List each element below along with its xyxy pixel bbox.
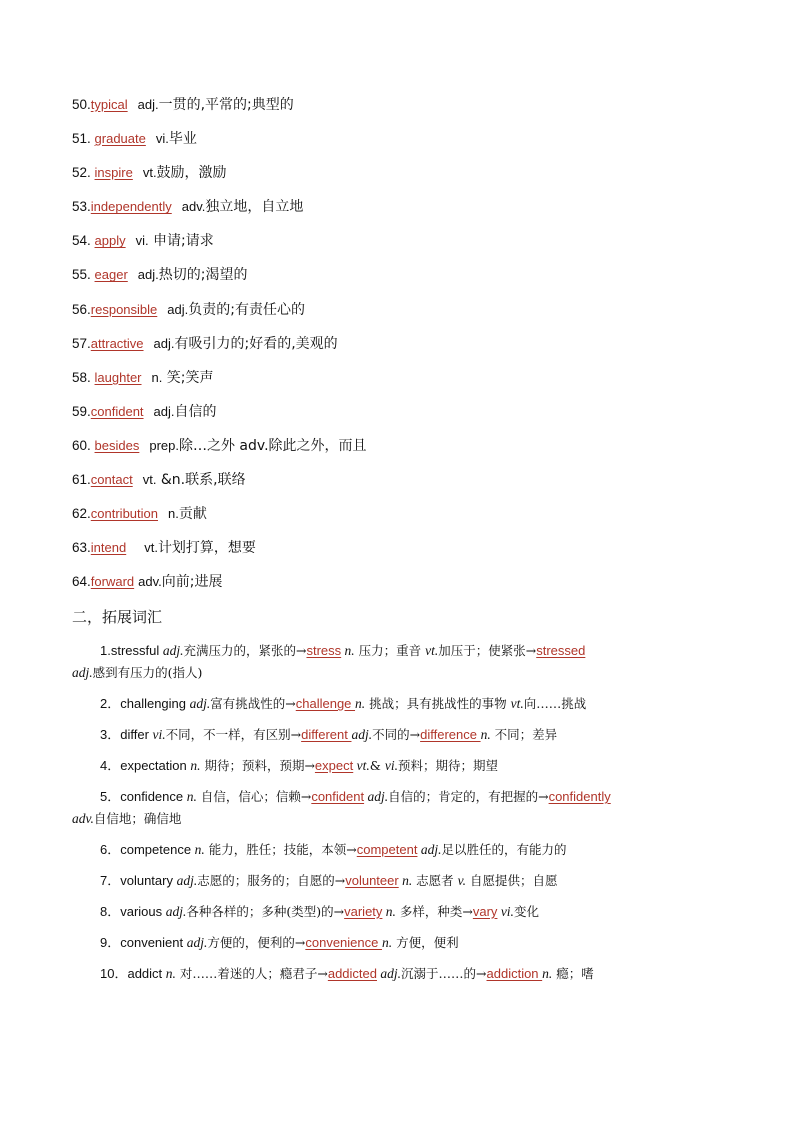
definition: 不同；差异 bbox=[490, 727, 558, 742]
part-of-speech: n. bbox=[168, 506, 179, 522]
item-number: 58. bbox=[72, 369, 95, 385]
answer-word: laughter bbox=[94, 369, 142, 385]
definition: 各种各样的；多种(类型)的→ bbox=[186, 904, 345, 919]
definition: 沉溺于……的→ bbox=[401, 966, 487, 981]
part-of-speech: vt. bbox=[353, 758, 370, 773]
item-number: 57. bbox=[72, 335, 91, 351]
meaning: 除…之外 adv.除此之外，而且 bbox=[178, 437, 367, 454]
meaning: 毕业 bbox=[168, 131, 197, 148]
part-of-speech: adj. bbox=[72, 665, 93, 680]
part-of-speech: adv. bbox=[72, 811, 94, 826]
definition: 充满压力的，紧张的→ bbox=[183, 643, 307, 658]
answer-word: different bbox=[301, 727, 352, 742]
definition: 预料；期待；期望 bbox=[397, 758, 498, 773]
part-of-speech: n. bbox=[480, 727, 491, 742]
vocab-item bbox=[72, 162, 367, 196]
headword: 6．competence bbox=[100, 842, 195, 857]
item-number: 51. bbox=[72, 131, 95, 147]
ext-item bbox=[72, 693, 732, 715]
part-of-speech: vt. bbox=[144, 540, 158, 556]
definition: 压力；重音 bbox=[354, 643, 426, 658]
item-number: 50. bbox=[72, 97, 91, 112]
part-of-speech: adj. bbox=[364, 789, 389, 804]
vocab-item bbox=[72, 367, 367, 401]
definition: 方便，便利 bbox=[392, 935, 459, 950]
part-of-speech: n. bbox=[382, 904, 396, 919]
headword: 9．convenient bbox=[100, 935, 187, 950]
part-of-speech: n. bbox=[194, 842, 205, 857]
vocab-item bbox=[72, 537, 367, 571]
vocab-list bbox=[72, 94, 367, 605]
part-of-speech: prep. bbox=[149, 437, 179, 453]
headword: 10．addict bbox=[100, 966, 166, 981]
vocab-item bbox=[72, 571, 367, 605]
ext-item bbox=[72, 963, 732, 985]
headword: 5．confidence bbox=[100, 789, 187, 804]
definition: 足以胜任的，有能力的 bbox=[441, 842, 567, 857]
meaning: 一贯的,平常的;典型的 bbox=[158, 97, 294, 113]
part-of-speech: n. bbox=[381, 935, 393, 950]
definition: 志愿者 bbox=[412, 873, 458, 888]
part-of-speech: adj. bbox=[153, 335, 175, 351]
ext-item bbox=[72, 786, 732, 830]
definition: 能力，胜任；技能，本领→ bbox=[204, 842, 357, 857]
item-number: 63. bbox=[72, 540, 91, 556]
part-of-speech: vi. bbox=[152, 727, 166, 742]
part-of-speech: n. bbox=[398, 873, 413, 888]
part-of-speech: adj. bbox=[162, 643, 184, 658]
ext-item bbox=[72, 724, 732, 746]
answer-word: stress bbox=[306, 643, 342, 658]
part-of-speech: adj. bbox=[377, 966, 402, 981]
part-of-speech: n. bbox=[355, 696, 366, 711]
ext-item bbox=[72, 640, 732, 684]
part-of-speech: vi. bbox=[135, 233, 149, 249]
part-of-speech: adj. bbox=[351, 727, 373, 742]
ext-item bbox=[72, 755, 732, 777]
continuation-line bbox=[72, 662, 732, 684]
definition: 志愿的；服务的；自愿的→ bbox=[197, 873, 346, 888]
answer-word: independently bbox=[90, 199, 172, 215]
item-number: 53. bbox=[72, 199, 91, 215]
part-of-speech: n. bbox=[341, 643, 355, 658]
meaning: 独立地，自立地 bbox=[205, 199, 304, 216]
answer-word: volunteer bbox=[345, 873, 399, 888]
item-number: 55. bbox=[72, 267, 95, 283]
definition: 自愿提供；自愿 bbox=[466, 873, 558, 888]
ext-item bbox=[72, 870, 732, 892]
answer-word: convenience bbox=[305, 935, 382, 950]
vocab-item bbox=[72, 333, 367, 367]
meaning: 自信的 bbox=[174, 403, 217, 420]
answer-word: difference bbox=[420, 727, 481, 742]
headword: 4．expectation bbox=[100, 758, 191, 773]
definition: 对……着迷的人；瘾君子→ bbox=[175, 966, 328, 981]
headword: 2．challenging bbox=[100, 696, 190, 711]
headword: 7．voluntary bbox=[100, 873, 177, 888]
part-of-speech: adj. bbox=[137, 97, 159, 112]
vocab-item bbox=[72, 230, 367, 264]
section-heading: 二，拓展词汇 bbox=[72, 608, 163, 626]
part-of-speech: adj. bbox=[137, 267, 159, 283]
part-of-speech: n. bbox=[151, 369, 163, 385]
meaning: 向前;进展 bbox=[161, 574, 223, 591]
part-of-speech: adv. bbox=[181, 199, 206, 215]
part-of-speech: n. bbox=[542, 966, 553, 981]
definition: 富有挑战性的→ bbox=[210, 696, 296, 711]
vocab-item bbox=[72, 128, 367, 162]
answer-word: inspire bbox=[94, 165, 133, 181]
part-of-speech: adj. bbox=[165, 904, 187, 919]
definition: 瘾；嗜 bbox=[552, 966, 594, 981]
answer-word: confident bbox=[311, 789, 365, 804]
item-number: 64. bbox=[72, 574, 91, 590]
definition: 自信的；肯定的，有把握的→ bbox=[388, 789, 549, 804]
vocab-item bbox=[72, 503, 367, 537]
answer-word: confident bbox=[90, 403, 144, 419]
part-of-speech: adj. bbox=[189, 696, 211, 711]
answer-word: stressed bbox=[536, 643, 586, 658]
answer-word: contact bbox=[90, 472, 133, 488]
ext-item bbox=[72, 839, 732, 861]
headword: 1.stressful bbox=[100, 643, 163, 658]
part-of-speech: adj. bbox=[167, 301, 189, 317]
answer-word: responsible bbox=[90, 301, 158, 317]
part-of-speech: adj. bbox=[153, 403, 175, 419]
meaning: &n.联系,联络 bbox=[156, 472, 246, 489]
vocab-item bbox=[72, 299, 367, 333]
part-of-speech: vi. bbox=[384, 758, 398, 773]
definition: 方便的，便利的→ bbox=[207, 935, 306, 950]
headword: 3．differ bbox=[100, 727, 153, 742]
definition: 感到有压力的(指人) bbox=[92, 665, 203, 680]
answer-word: typical bbox=[90, 97, 128, 112]
definition: 向……挑战 bbox=[523, 696, 587, 711]
answer-word: forward bbox=[90, 574, 135, 590]
answer-word: variety bbox=[344, 904, 383, 919]
part-of-speech: v. bbox=[457, 873, 467, 888]
continuation-line bbox=[72, 808, 732, 830]
definition: 不同，不一样，有区别→ bbox=[165, 727, 302, 742]
vocab-item bbox=[72, 196, 367, 230]
item-number: 62. bbox=[72, 506, 91, 522]
item-number: 54. bbox=[72, 233, 95, 249]
meaning: 笑;笑声 bbox=[162, 369, 214, 386]
vocab-item bbox=[72, 435, 367, 469]
answer-word: graduate bbox=[94, 131, 146, 147]
meaning: 贡献 bbox=[178, 506, 207, 523]
vocab-item bbox=[72, 469, 367, 503]
answer-word: expect bbox=[314, 758, 354, 773]
answer-word: confidently bbox=[548, 789, 611, 804]
part-of-speech: vi. bbox=[155, 131, 169, 147]
definition: 不同的→ bbox=[372, 727, 421, 742]
vocab-item bbox=[72, 401, 367, 435]
part-of-speech: adv. bbox=[138, 574, 162, 590]
answer-word: addiction bbox=[486, 966, 543, 981]
answer-word: eager bbox=[94, 267, 128, 283]
item-number: 60. bbox=[72, 437, 95, 453]
part-of-speech: vt. bbox=[142, 472, 157, 488]
definition: 挑战；具有挑战性的事物 bbox=[365, 696, 511, 711]
part-of-speech: vt. bbox=[510, 696, 524, 711]
part-of-speech: adj. bbox=[186, 935, 208, 950]
part-of-speech: vi. bbox=[497, 904, 514, 919]
item-number: 52. bbox=[72, 165, 95, 181]
part-of-speech: n. bbox=[190, 758, 201, 773]
definition: 期待；预料，预期→ bbox=[200, 758, 315, 773]
part-of-speech: vt. bbox=[142, 165, 157, 181]
answer-word: intend bbox=[90, 540, 127, 556]
part-of-speech: adj. bbox=[176, 873, 198, 888]
answer-word: apply bbox=[94, 233, 126, 249]
definition: 自信地；确信地 bbox=[93, 811, 182, 826]
vocab-item bbox=[72, 94, 367, 128]
item-number: 56. bbox=[72, 301, 91, 317]
meaning: 申请;请求 bbox=[148, 233, 214, 250]
answer-word: addicted bbox=[327, 966, 377, 981]
meaning: 计划打算，想要 bbox=[157, 540, 256, 557]
meaning: 热切的;渴望的 bbox=[158, 267, 248, 284]
answer-word: challenge bbox=[295, 696, 356, 711]
definition: 自信，信心；信赖→ bbox=[196, 789, 312, 804]
item-number: 59. bbox=[72, 403, 91, 419]
extended-vocab-list bbox=[72, 640, 732, 994]
vocab-item bbox=[72, 264, 367, 298]
part-of-speech: n. bbox=[186, 789, 197, 804]
answer-word: contribution bbox=[90, 506, 158, 522]
ext-item bbox=[72, 901, 732, 923]
item-number: 61. bbox=[72, 472, 91, 488]
meaning: 负责的;有责任心的 bbox=[188, 301, 305, 318]
part-of-speech: vt. bbox=[425, 643, 439, 658]
answer-word: attractive bbox=[90, 335, 144, 351]
headword: 8．various bbox=[100, 904, 166, 919]
definition: 变化 bbox=[513, 904, 539, 919]
meaning: 有吸引力的;好看的,美观的 bbox=[174, 335, 338, 352]
meaning: 鼓励，激励 bbox=[156, 165, 227, 182]
part-of-speech: n. bbox=[165, 966, 176, 981]
definition: & bbox=[369, 758, 385, 773]
ext-item bbox=[72, 932, 732, 954]
part-of-speech: adj. bbox=[417, 842, 442, 857]
answer-word: vary bbox=[472, 904, 498, 919]
answer-word: besides bbox=[94, 437, 140, 453]
definition: 加压于；使紧张→ bbox=[438, 643, 537, 658]
answer-word: competent bbox=[356, 842, 418, 857]
definition: 多样，种类→ bbox=[395, 904, 473, 919]
